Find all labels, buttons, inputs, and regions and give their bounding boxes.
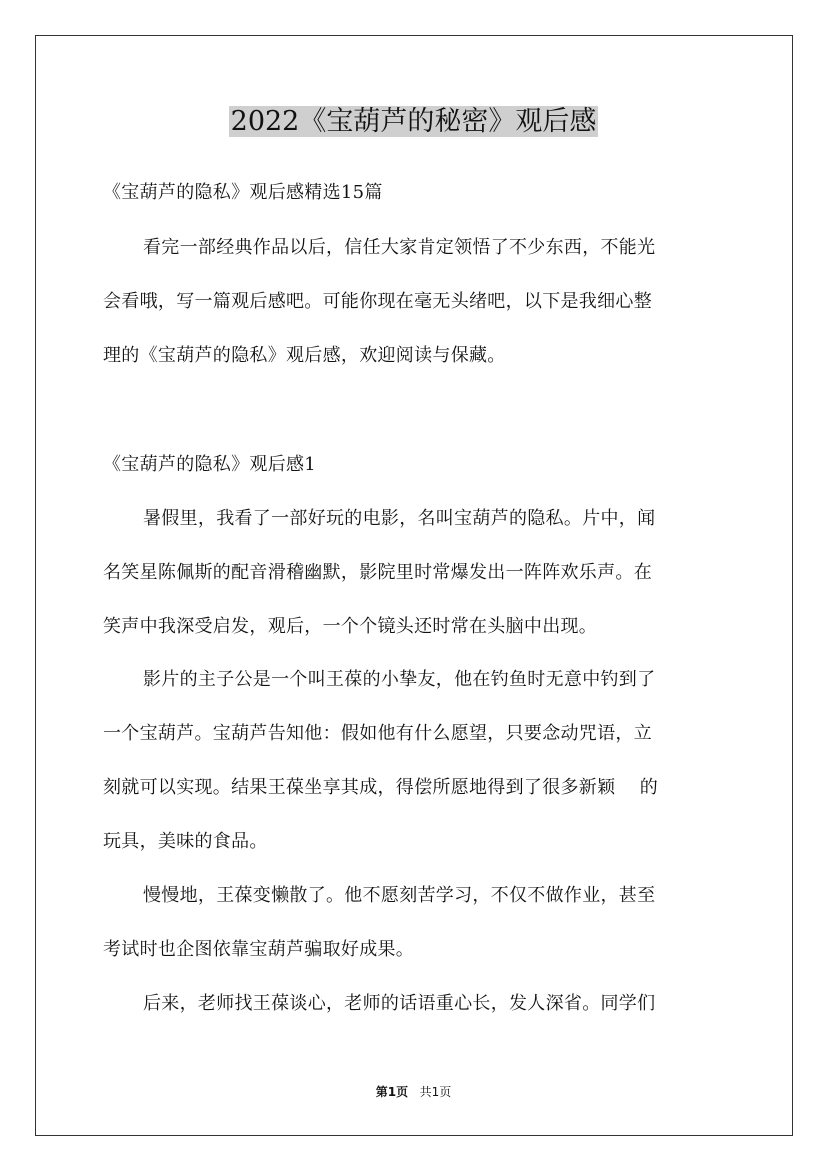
total-pages: 共1页 bbox=[419, 1085, 452, 1099]
paragraph-3 bbox=[103, 869, 725, 977]
paragraph-2 bbox=[103, 653, 725, 869]
document-title bbox=[0, 100, 827, 144]
intro-paragraph bbox=[103, 221, 725, 383]
p4-line-1: 后来，老师找王葆谈心，老师的话语重心长，发人深省。同学们 bbox=[143, 993, 656, 1014]
p1-line-3: 笑声中我深受启发，观后，一个个镜头还时常在头脑中出现。 bbox=[103, 616, 598, 637]
title-text: 2022《宝葫芦的秘密》观后感 bbox=[230, 106, 597, 137]
section-heading: 《宝葫芦的隐私》观后感1 bbox=[103, 454, 317, 475]
intro-line-1: 看完一部经典作品以后，信任大家肯定领悟了不少东西，不能光 bbox=[143, 237, 656, 258]
page-number: 第1页 bbox=[375, 1085, 409, 1099]
intro-line-2: 会看哦，写一篇观后感吧。可能你现在毫无头绪吧，以下是我细心整 bbox=[103, 291, 652, 312]
p2-line-3: 刻就可以实现。结果王葆坐享其成，得偿所愿地得到了很多新颖 的 bbox=[103, 777, 659, 798]
page-footer bbox=[0, 1083, 827, 1100]
paragraph-1 bbox=[103, 492, 725, 654]
p2-line-1: 影片的主子公是一个叫王葆的小挚友，他在钓鱼时无意中钓到了 bbox=[143, 669, 656, 690]
p2-line-4: 玩具，美味的食品。 bbox=[103, 831, 268, 852]
paragraph-4 bbox=[103, 977, 725, 1031]
intro-line-3: 理的《宝葫芦的隐私》观后感，欢迎阅读与保藏。 bbox=[103, 345, 506, 366]
p1-line-1: 暑假里，我看了一部好玩的电影，名叫宝葫芦的隐私。片中，闻 bbox=[143, 508, 656, 529]
subtitle: 《宝葫芦的隐私》观后感精选15篇 bbox=[103, 182, 383, 203]
p2-line-2: 一个宝葫芦。宝葫芦告知他：假如他有什么愿望，只要念动咒语，立 bbox=[103, 723, 652, 744]
p3-line-1: 慢慢地，王葆变懒散了。他不愿刻苦学习，不仅不做作业，甚至 bbox=[143, 885, 656, 906]
p1-line-2: 名笑星陈佩斯的配音滑稽幽默，影院里时常爆发出一阵阵欢乐声。在 bbox=[103, 562, 652, 583]
p3-line-2: 考试时也企图依靠宝葫芦骗取好成果。 bbox=[103, 939, 415, 960]
